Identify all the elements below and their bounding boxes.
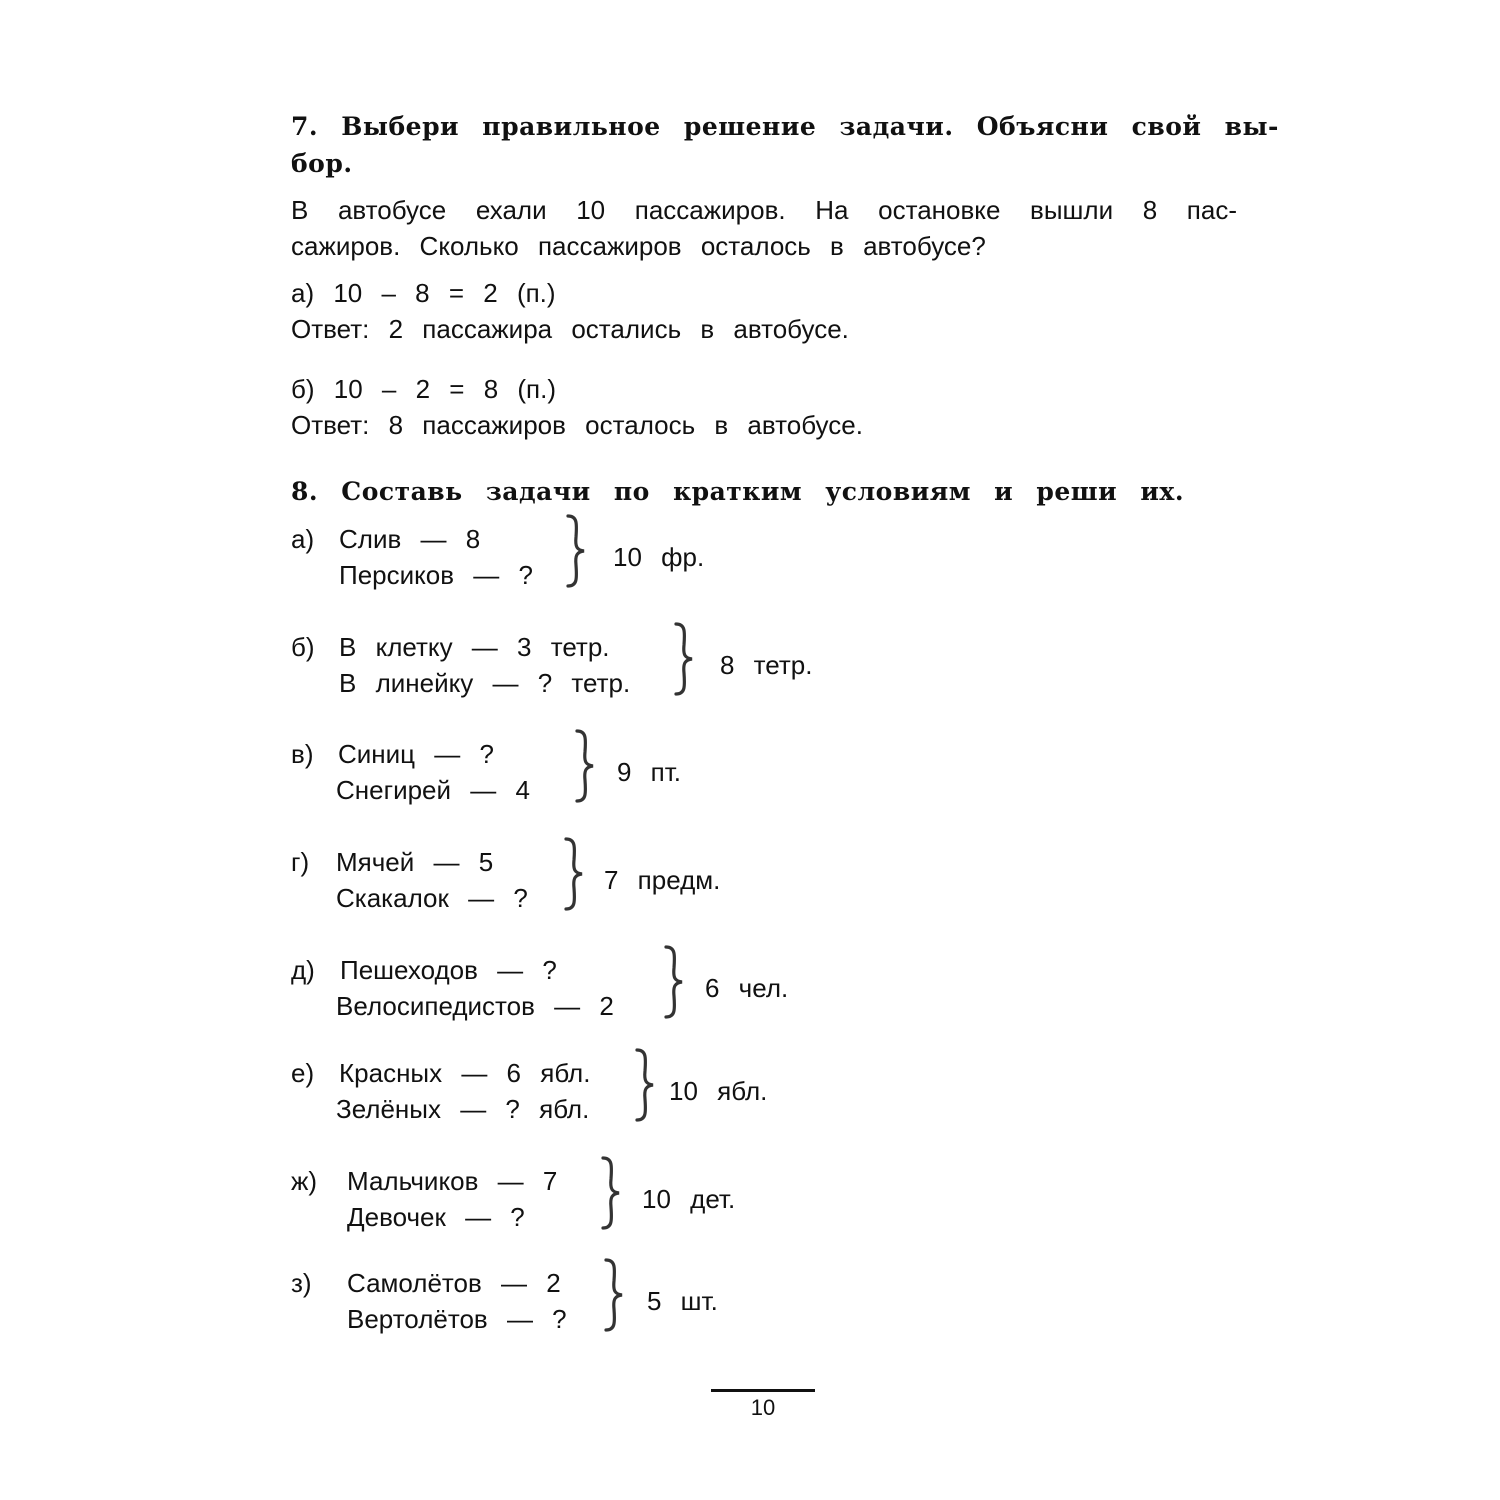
problem-total: 10 фр.: [613, 542, 705, 572]
problem-line1: Красных — 6 ябл.: [339, 1058, 591, 1088]
problem-a: [291, 521, 991, 601]
task7-option-b-equation: б) 10 – 2 = 8 (п.): [291, 374, 556, 404]
problem-line1: Самолётов — 2: [347, 1268, 561, 1298]
task7-heading-line2: бор.: [291, 149, 353, 178]
task7-option-a-answer: Ответ: 2 пассажира остались в автобусе.: [291, 314, 849, 344]
problem-label: в): [291, 739, 314, 769]
problem-b: [291, 629, 991, 709]
problem-line2: В линейку — ? тетр.: [339, 668, 631, 698]
problem-line1: Мальчиков — 7: [347, 1166, 558, 1196]
problem-z: [291, 1265, 991, 1345]
problem-total: 10 дет.: [642, 1184, 736, 1214]
curly-brace-icon: [565, 513, 587, 589]
problem-total: 8 тетр.: [720, 650, 813, 680]
task7-option-b-answer: Ответ: 8 пассажиров осталось в автобусе.: [291, 410, 863, 440]
problem-total: 7 предм.: [604, 865, 721, 895]
curly-brace-icon: [663, 944, 685, 1020]
task7-problem-line1: В автобусе ехали 10 пассажиров. На остановке вышли 8 пас-: [291, 195, 1237, 225]
problem-line2: Велосипедистов — 2: [336, 991, 614, 1021]
problem-label: д): [291, 955, 315, 985]
problem-line2: Снегирей — 4: [336, 775, 530, 805]
task8-heading: 8. Составь задачи по кратким условиям и реши их.: [291, 477, 1185, 506]
curly-brace-icon: [574, 728, 596, 804]
problem-line1: В клетку — 3 тетр.: [339, 632, 610, 662]
problem-label: а): [291, 524, 315, 554]
problem-total: 9 пт.: [617, 757, 682, 787]
problem-g: [291, 844, 991, 924]
task7-option-a-equation: а) 10 – 8 = 2 (п.): [291, 278, 556, 308]
problem-line2: Зелёных — ? ябл.: [336, 1094, 590, 1124]
problem-zh: [291, 1163, 991, 1243]
problem-line2: Девочек — ?: [347, 1202, 525, 1232]
problem-label: б): [291, 632, 315, 662]
problem-line2: Персиков — ?: [339, 560, 533, 590]
curly-brace-icon: [600, 1155, 622, 1231]
problem-e: [291, 1055, 991, 1135]
problem-total: 5 шт.: [647, 1286, 718, 1316]
problem-label: е): [291, 1058, 315, 1088]
problem-label: г): [291, 847, 310, 877]
problem-label: ж): [291, 1166, 318, 1196]
problem-line1: Мячей — 5: [336, 847, 494, 877]
problem-v: [291, 736, 991, 816]
problem-line2: Скакалок — ?: [336, 883, 528, 913]
page-number: 10: [750, 1395, 776, 1420]
problem-line1: Синиц — ?: [338, 739, 494, 769]
task7-problem-line2: сажиров. Сколько пассажиров осталось в автобусе?: [291, 231, 986, 261]
problem-line2: Вертолётов — ?: [347, 1304, 567, 1334]
curly-brace-icon: [634, 1047, 656, 1123]
curly-brace-icon: [563, 836, 585, 912]
task7-heading-line1: 7. Выбери правильное решение задачи. Объясни свой вы-: [291, 112, 1279, 141]
problem-line1: Пешеходов — ?: [340, 955, 557, 985]
problem-label: з): [291, 1268, 312, 1298]
footer-rule: [711, 1389, 815, 1392]
problem-line1: Слив — 8: [339, 524, 481, 554]
problem-d: [291, 952, 991, 1032]
curly-brace-icon: [673, 621, 695, 697]
problem-total: 6 чел.: [705, 973, 789, 1003]
curly-brace-icon: [603, 1257, 625, 1333]
problem-total: 10 ябл.: [669, 1076, 768, 1106]
